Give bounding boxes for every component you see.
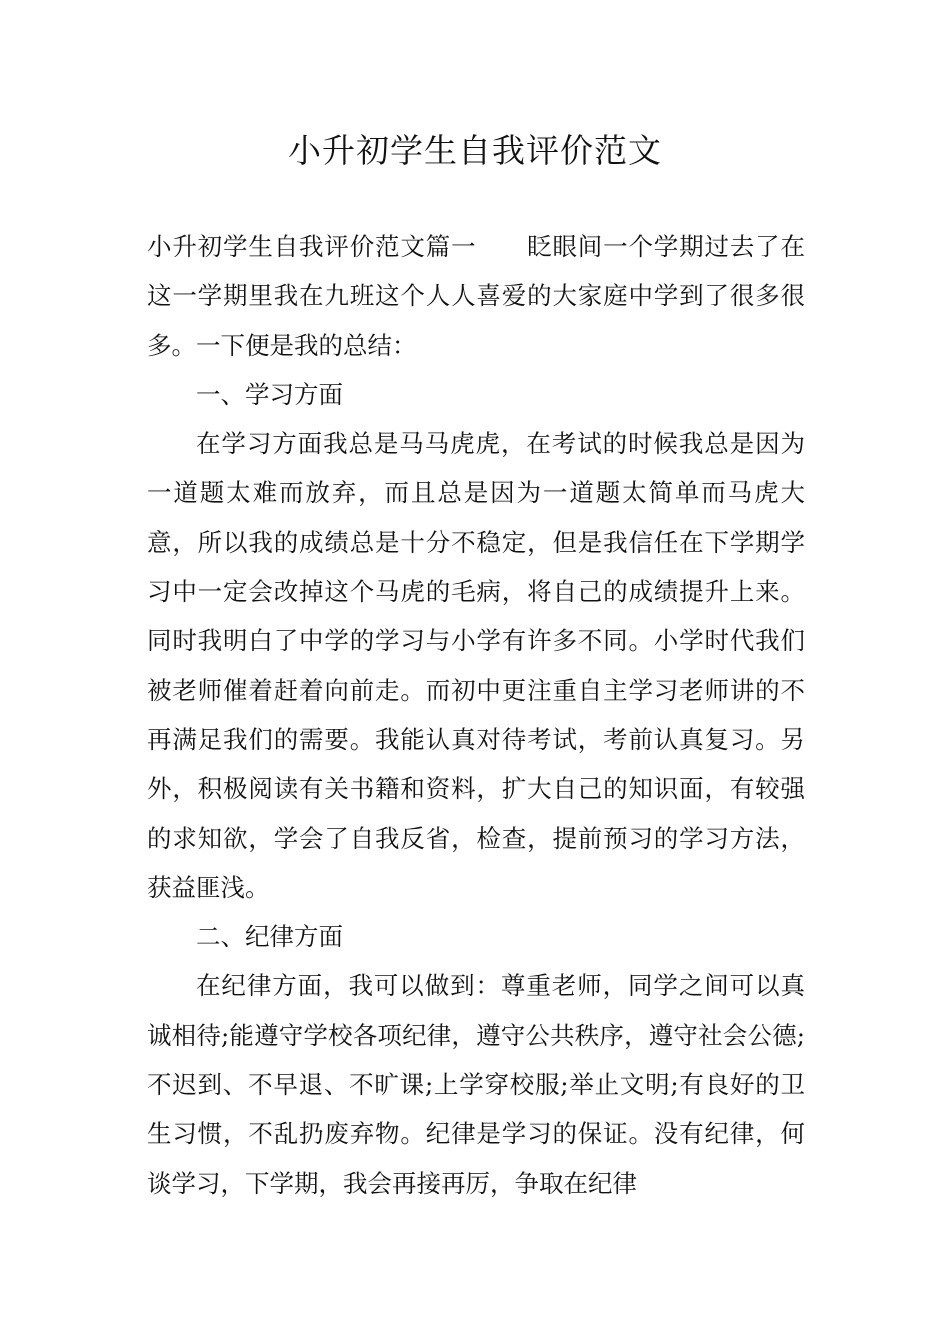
paragraph-study: 在学习方面我总是马马虎虎，在考试的时候我总是因为一道题太难而放弃，而且总是因为一道题太简单而马虎大意，所以我的成绩总是十分不稳定，但是我信任在下学期学习中一定会改掉这个马虎的毛病，将自己的成绩提升上来。同时我明白了中学的学习与小学有许多不同。小学时代我们被老师催着赶着向前走。而初中更注重自主学习老师讲的不再满足我们的需要。我能认真对待考试，考前认真复习。另外，积极阅读有关书籍和资料，扩大自己的知识面，有较强的求知欲，学会了自我反省，检查，提前预习的学习方法，获益匪浅。 (147, 429, 805, 902)
document-body (147, 222, 805, 1208)
section-heading-study: 一、学习方面 (196, 379, 343, 409)
paragraph-discipline: 在纪律方面，我可以做到：尊重老师，同学之间可以真诚相待;能遵守学校各项纪律，遵守公共秩序，遵守社会公德;不迟到、不早退、不旷课;上学穿校服;举止文明;有良好的卫生习惯，不乱扔废弃物。纪律是学习的保证。没有纪律，何谈学习，下学期，我会再接再厉，争取在纪律 (147, 971, 805, 1198)
section-heading-discipline: 二、纪律方面 (196, 922, 343, 952)
document-title: 小升初学生自我评价范文 (288, 131, 662, 170)
paragraph-intro: 小升初学生自我评价范文篇一 眨眼间一个学期过去了在这一学期里我在九班这个人人喜爱的大家庭中学到了很多很多。一下便是我的总结： (147, 232, 805, 360)
